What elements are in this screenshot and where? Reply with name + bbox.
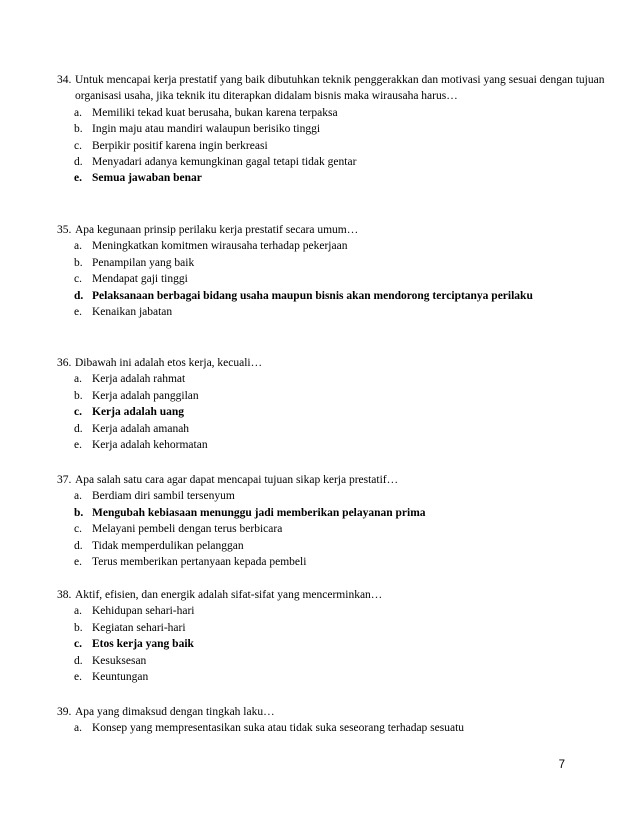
question-number: 35. xyxy=(57,224,72,236)
option-text: Kerja adalah kehormatan xyxy=(92,439,208,452)
question-number: 36. xyxy=(57,357,72,369)
question-text: Apa salah satu cara agar dapat mencapai tujuan sikap kerja prestatif… xyxy=(75,474,399,486)
option-text: Berpikir positif karena ingin berkreasi xyxy=(92,139,268,152)
question-37 xyxy=(57,472,617,570)
option-e xyxy=(57,669,617,685)
option-text: Kesuksesan xyxy=(92,654,147,667)
option-text: Berdiam diri sambil tersenyum xyxy=(92,490,235,503)
option-text: Kerja adalah amanah xyxy=(92,422,190,435)
question-stem xyxy=(57,72,617,105)
option-letter: c. xyxy=(74,139,82,152)
question-35 xyxy=(57,222,617,320)
question-39 xyxy=(57,704,617,737)
option-text: Tidak memperdulikan pelanggan xyxy=(92,539,244,552)
option-text: Menyadari adanya kemungkinan gagal tetapi tidak gentar xyxy=(92,156,357,169)
option-letter: a. xyxy=(74,490,82,503)
question-stem xyxy=(57,355,617,371)
option-d xyxy=(57,154,617,170)
option-text: Keuntungan xyxy=(92,671,149,684)
option-a xyxy=(57,488,617,504)
option-b-correct-answer xyxy=(57,505,617,521)
option-letter: e. xyxy=(74,439,82,452)
option-letter: b. xyxy=(74,506,84,519)
option-text: Konsep yang mempresentasikan suka atau tidak suka seseorang terhadap sesuatu xyxy=(92,722,465,735)
option-text: Ingin maju atau mandiri walaupun berisiko tinggi xyxy=(92,123,321,136)
option-letter: a. xyxy=(74,722,82,735)
option-c-correct-answer xyxy=(57,404,617,420)
option-letter: d. xyxy=(74,539,83,552)
question-36 xyxy=(57,355,617,453)
question-stem xyxy=(57,587,617,603)
option-letter: e. xyxy=(74,306,82,319)
option-letter: c. xyxy=(74,638,82,651)
option-letter: c. xyxy=(74,273,82,286)
option-letter: d. xyxy=(74,156,83,169)
option-letter: a. xyxy=(74,605,82,618)
option-text: Kerja adalah uang xyxy=(92,406,185,419)
option-text: Penampilan yang baik xyxy=(92,256,195,269)
option-c xyxy=(57,271,617,287)
option-text: Memiliki tekad kuat berusaha, bukan karena terpaksa xyxy=(92,106,338,119)
option-letter: b. xyxy=(74,123,83,136)
option-letter: a. xyxy=(74,373,82,386)
option-a xyxy=(57,238,617,254)
question-stem xyxy=(57,222,617,238)
option-text: Mengubah kebiasaan menunggu jadi memberikan pelayanan prima xyxy=(92,506,426,519)
option-e-correct-answer xyxy=(57,170,617,186)
option-b xyxy=(57,255,617,271)
option-text: Kerja adalah rahmat xyxy=(92,373,186,386)
option-text: Melayani pembeli dengan terus berbicara xyxy=(92,523,283,536)
question-number: 34. xyxy=(57,74,72,86)
option-d xyxy=(57,538,617,554)
option-letter: b. xyxy=(74,389,83,402)
option-letter: a. xyxy=(74,106,82,119)
option-letter: b. xyxy=(74,256,83,269)
option-d-correct-answer xyxy=(57,288,617,304)
option-letter: a. xyxy=(74,240,82,253)
option-a xyxy=(57,105,617,121)
option-letter: d. xyxy=(74,422,83,435)
question-34 xyxy=(57,72,617,187)
option-text: Mendapat gaji tinggi xyxy=(92,273,188,286)
question-text: Aktif, efisien, dan energik adalah sifat-sifat yang mencerminkan… xyxy=(75,589,383,601)
page-number: 7 xyxy=(558,759,565,771)
option-text: Meningkatkan komitmen wirausaha terhadap pekerjaan xyxy=(92,240,348,253)
question-stem xyxy=(57,472,617,488)
option-text: Kegiatan sehari-hari xyxy=(92,621,186,634)
option-a xyxy=(57,720,617,736)
question-number: 37. xyxy=(57,474,72,486)
question-38 xyxy=(57,587,617,685)
option-letter: e. xyxy=(74,671,82,684)
option-text: Pelaksanaan berbagai bidang usaha maupun bisnis akan mendorong terciptanya perilaku xyxy=(92,289,533,302)
option-text: Kerja adalah panggilan xyxy=(92,389,199,402)
option-d xyxy=(57,653,617,669)
option-text: Etos kerja yang baik xyxy=(92,638,194,651)
option-c-correct-answer xyxy=(57,636,617,652)
option-c xyxy=(57,138,617,154)
option-e xyxy=(57,437,617,453)
option-letter: e. xyxy=(74,556,82,569)
question-number: 38. xyxy=(57,589,72,601)
option-text: Kehidupan sehari-hari xyxy=(92,605,195,618)
question-text: Apa yang dimaksud dengan tingkah laku… xyxy=(75,706,275,718)
option-a xyxy=(57,603,617,619)
option-letter: c. xyxy=(74,523,82,536)
option-text: Semua jawaban benar xyxy=(92,172,202,185)
option-letter: b. xyxy=(74,621,83,634)
option-text: Terus memberikan pertanyaan kepada pembeli xyxy=(92,556,307,569)
option-letter: c. xyxy=(74,406,82,419)
question-text: Apa kegunaan prinsip perilaku kerja prestatif secara umum… xyxy=(75,224,359,236)
question-text: Dibawah ini adalah etos kerja, kecuali… xyxy=(75,357,263,369)
question-text: Untuk mencapai kerja prestatif yang baik dibutuhkan teknik penggerakkan dan motivasi yang sesuai dengan tujuan organisasi usaha, jika teknik itu diterapkan didalam bisnis maka wirausaha harus… xyxy=(75,74,605,103)
option-e xyxy=(57,304,617,320)
option-b xyxy=(57,620,617,636)
option-a xyxy=(57,371,617,387)
option-text: Kenaikan jabatan xyxy=(92,306,173,319)
question-stem xyxy=(57,704,617,720)
question-number: 39. xyxy=(57,706,72,718)
option-d xyxy=(57,421,617,437)
option-e xyxy=(57,554,617,570)
option-letter: d. xyxy=(74,289,84,302)
option-c xyxy=(57,521,617,537)
option-b xyxy=(57,388,617,404)
option-letter: d. xyxy=(74,654,83,667)
option-letter: e. xyxy=(74,172,82,185)
option-b xyxy=(57,121,617,137)
